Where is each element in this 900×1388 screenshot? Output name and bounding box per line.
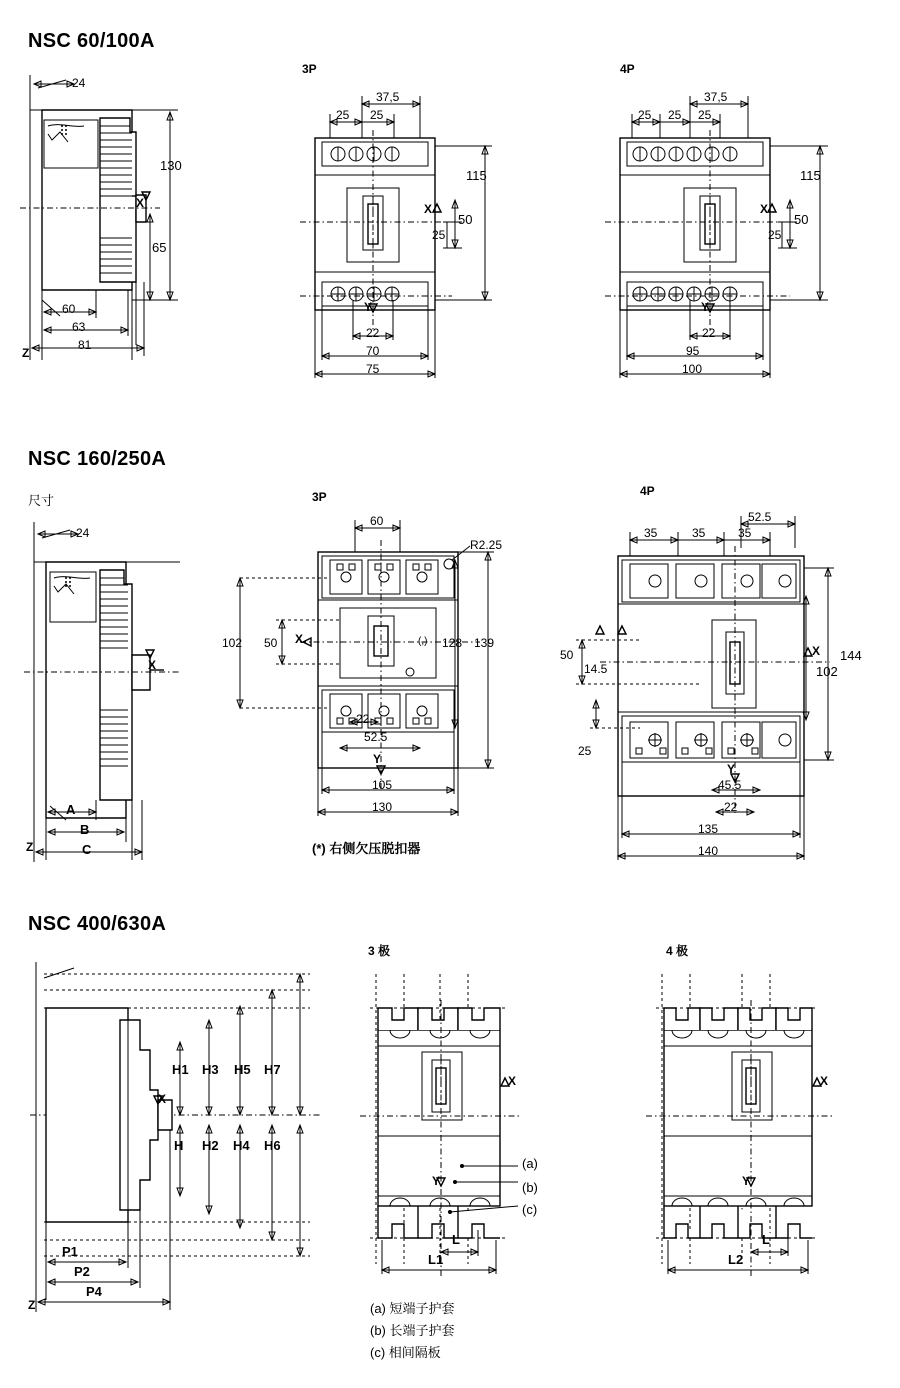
dim-4p-115: 115 [800, 168, 821, 183]
dim-3p-22: 22 [366, 326, 380, 340]
legend-item-b: (b) 长端子护套 [370, 1323, 455, 1338]
dim-3pole-L1: L1 [428, 1252, 444, 1267]
dim-4p-25b: 25 [668, 108, 682, 122]
view-label-3pole: 3 极 [368, 944, 391, 958]
dim-4p2-140: 140 [698, 844, 719, 858]
dim-4p-25c: 25 [698, 108, 712, 122]
dim-side3-H6: H6 [264, 1138, 281, 1153]
dim-3p2-60: 60 [370, 514, 384, 528]
axis-label-x-4p-1: X [760, 202, 769, 216]
footnote-uvr: (*) 右侧欠压脱扣器 [312, 841, 421, 856]
callout-b: (b) [522, 1180, 538, 1195]
dim-4p2-35b: 35 [692, 526, 706, 540]
dim-3p2-102: 102 [222, 636, 243, 650]
side-view-caption: 尺寸 [28, 493, 55, 508]
dim-4p2-50: 50 [560, 648, 574, 662]
dim-side-60: 60 [62, 302, 76, 316]
nsc160-4p-view [576, 516, 834, 860]
dim-4p2-35a: 35 [644, 526, 658, 540]
section-title-nsc-160-250: NSC 160/250A [28, 448, 167, 470]
axis-label-y-3p-1: Y [364, 300, 373, 314]
dim-side3-H2: H2 [202, 1138, 219, 1153]
axis-label-x-3p-2: X [295, 632, 304, 646]
dim-4p-37-5: 37,5 [704, 90, 728, 104]
dim-side-81: 81 [78, 338, 92, 352]
axis-label-x-3p-1: X [424, 202, 433, 216]
dim-3p-115: 115 [466, 168, 487, 183]
view-label-3p-1: 3P [302, 62, 317, 76]
axis-label-x-side-2: X [148, 658, 157, 672]
callout-c: (c) [522, 1202, 538, 1217]
dim-side-130: 130 [160, 158, 182, 173]
axis-label-z-side-1: Z [22, 346, 30, 360]
dim-3p2-22: 22 [356, 712, 370, 726]
dim-4p-25d: 25 [768, 228, 782, 242]
dim-3p-70: 70 [366, 344, 380, 358]
dim-4p-22: 22 [702, 326, 716, 340]
axis-label-x-side-1: X [136, 196, 145, 210]
dim-4p-100: 100 [682, 362, 703, 376]
dim-4p-95: 95 [686, 344, 700, 358]
section-title-nsc-400-630: NSC 400/630A [28, 913, 167, 935]
dim-3p2-r225: R2.25 [470, 538, 503, 552]
dim-3p-50: 50 [458, 212, 473, 227]
dim-side3-P2: P2 [74, 1264, 90, 1279]
dim-3p2-50: 50 [264, 636, 278, 650]
dim-4p2-135: 135 [698, 822, 719, 836]
dim-side3-H: H [174, 1138, 184, 1153]
dim-4p2-45-5: 45.5 [718, 778, 742, 792]
dim-4p2-144: 144 [840, 648, 862, 663]
nsc400-side-view [30, 962, 320, 1312]
view-label-4p-1: 4P [620, 62, 635, 76]
nsc60-3p-view [300, 96, 492, 378]
dim-side3-H4: H4 [233, 1138, 250, 1153]
nsc60-4p-view [605, 96, 828, 378]
nsc160-side-view [24, 522, 180, 862]
dim-4pole-L: L [762, 1232, 770, 1247]
dim-4p2-25: 25 [578, 744, 592, 758]
dim-3p2-128: 128 [442, 636, 463, 650]
dim-3p2-note: (,) [418, 636, 428, 647]
dim-side-65: 65 [152, 240, 167, 255]
axis-label-z-side-3: Z [28, 1298, 36, 1312]
dim-side2-B: B [80, 822, 90, 837]
view-label-3p-2: 3P [312, 490, 327, 504]
legend-item-c: (c) 相间隔板 [370, 1345, 441, 1360]
dim-4p2-14-5: 14.5 [584, 662, 608, 676]
dim-4p2-35c: 35 [738, 526, 752, 540]
dim-3p2-130: 130 [372, 800, 393, 814]
callout-a: (a) [522, 1156, 538, 1171]
dim-side3-P1: P1 [62, 1244, 78, 1259]
dim-side2-C: C [82, 842, 92, 857]
view-label-4pole: 4 极 [666, 944, 689, 958]
axis-label-y-4p-2: Y [727, 762, 736, 776]
dim-3pole-L: L [452, 1232, 460, 1247]
dim-side2-24: 24 [76, 526, 90, 540]
dim-4p2-52-5: 52.5 [748, 510, 772, 524]
axis-label-x-4pole: X [820, 1074, 829, 1088]
dim-side3-H7: H7 [264, 1062, 281, 1077]
dim-3p-25c: 25 [432, 228, 446, 242]
dim-4p2-102: 102 [816, 664, 838, 679]
dim-3p2-139: 139 [474, 636, 495, 650]
axis-label-x-4p-2: X [812, 644, 821, 658]
dim-side3-H3: H3 [202, 1062, 219, 1077]
axis-label-y-3p-2: Y [373, 752, 382, 766]
axis-label-y-4pole: Y [742, 1174, 751, 1188]
dim-side-24: 24 [72, 76, 86, 90]
dim-3p2-105: 105 [372, 778, 393, 792]
dim-side-63: 63 [72, 320, 86, 334]
dim-side3-H5: H5 [234, 1062, 251, 1077]
nsc160-3p-view [237, 520, 494, 816]
dim-side3-H1: H1 [172, 1062, 189, 1077]
dim-side3-P4: P4 [86, 1284, 102, 1299]
axis-label-z-side-2: Z [26, 840, 34, 854]
view-label-4p-2: 4P [640, 484, 655, 498]
dim-4p-50: 50 [794, 212, 809, 227]
dim-3p-37-5: 37,5 [376, 90, 400, 104]
dim-3p2-52-5: 52.5 [364, 730, 388, 744]
section-title-nsc-60-100: NSC 60/100A [28, 30, 155, 52]
axis-label-y-4p-1: Y [701, 300, 710, 314]
dim-3p-25a: 25 [336, 108, 350, 122]
dim-4p2-22: 22 [724, 800, 738, 814]
axis-label-x-side-3: X [158, 1092, 167, 1106]
axis-label-x-3pole: X [508, 1074, 517, 1088]
dim-4p-25a: 25 [638, 108, 652, 122]
dim-3p-75: 75 [366, 362, 380, 376]
nsc400-4p-view [646, 974, 832, 1276]
axis-label-y-3pole: Y [432, 1174, 441, 1188]
legend-item-a: (a) 短端子护套 [370, 1301, 455, 1316]
dim-side2-A: A [66, 802, 76, 817]
dim-3p-25b: 25 [370, 108, 384, 122]
dim-4pole-L2: L2 [728, 1252, 744, 1267]
nsc400-3p-view [360, 974, 520, 1276]
nsc60-side-view [20, 75, 178, 360]
